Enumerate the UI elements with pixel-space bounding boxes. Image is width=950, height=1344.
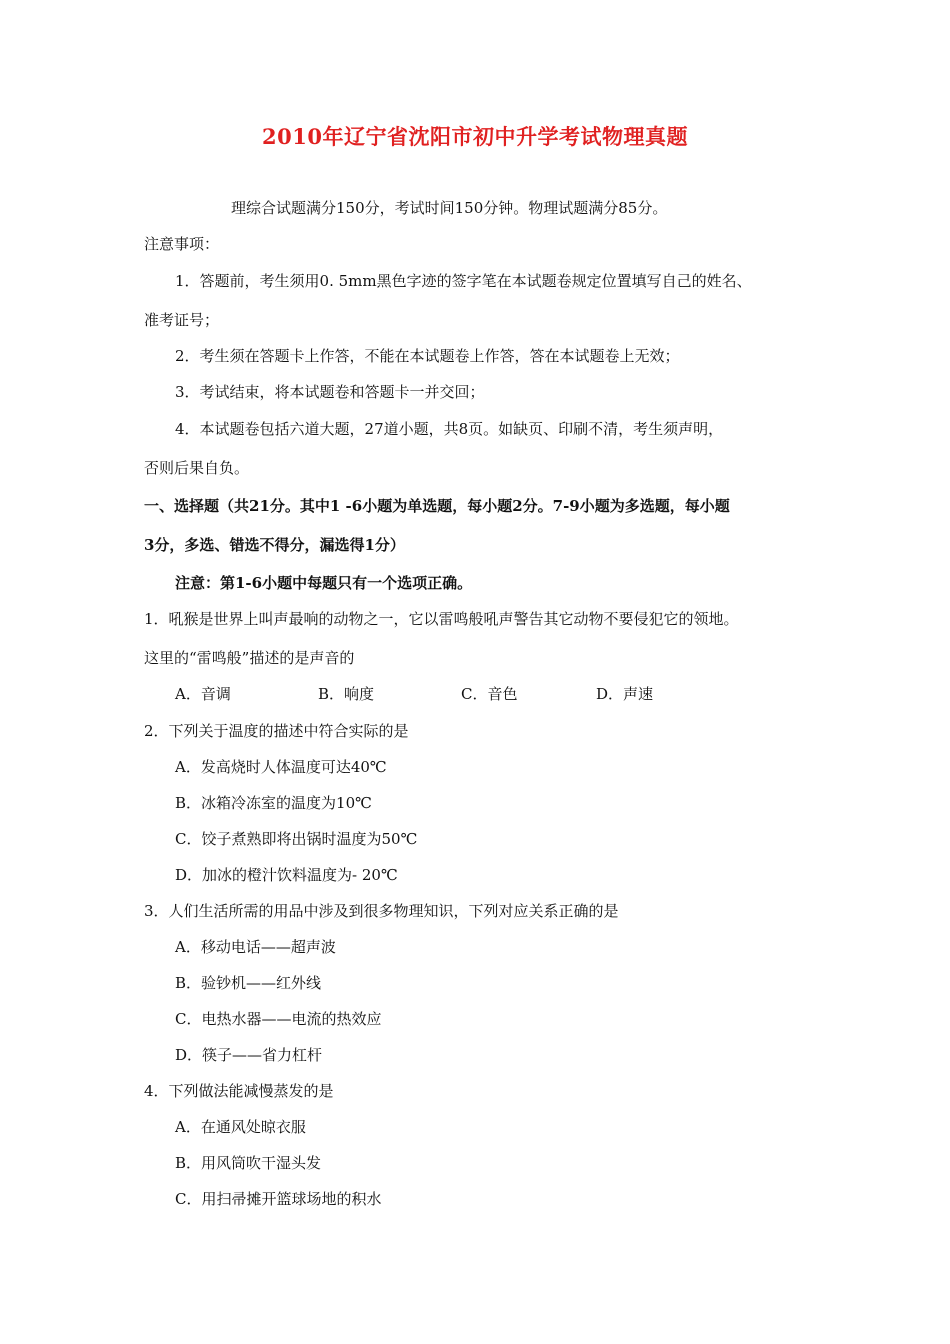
- q4-stem: 4．下列做法能减慢蒸发的是: [144, 1082, 334, 1100]
- q4-option-c: C．用扫帚摊开篮球场地的积水: [175, 1190, 382, 1208]
- notice-item-2: 2．考生须在答题卡上作答，不能在本试题卷上作答，答在本试题卷上无效；: [175, 347, 680, 365]
- notice-item-3: 3．考试结束，将本试题卷和答题卡一并交回；: [175, 383, 485, 401]
- q2-option-b: B．冰箱冷冻室的温度为10℃: [175, 794, 372, 812]
- q1-option-d: D．声速: [596, 685, 654, 703]
- q2-option-d: D．加冰的橙汁饮料温度为- 20℃: [175, 866, 398, 884]
- intro-text: 理综合试题满分150分，考试时间150分钟。物理试题满分85分。: [231, 199, 668, 217]
- q3-option-a: A．移动电话——超声波: [175, 938, 336, 956]
- q4-option-a: A．在通风处晾衣服: [175, 1118, 306, 1136]
- q1-option-c: C．音色: [461, 685, 518, 703]
- notice-item-4-cont: 否则后果自负。: [144, 459, 250, 477]
- notice-item-1-cont: 准考证号；: [144, 311, 220, 329]
- q3-option-d: D．筷子——省力杠杆: [175, 1046, 323, 1064]
- q2-stem: 2．下列关于温度的描述中符合实际的是: [144, 722, 409, 740]
- section-1-note: 注意：第1-6小题中每题只有一个选项正确。: [175, 574, 473, 592]
- q1-stem-cont: 这里的“雷鸣般”描述的是声音的: [144, 649, 355, 667]
- q3-option-c: C．电热水器——电流的热效应: [175, 1010, 382, 1028]
- q1-stem: 1．吼猴是世界上叫声最响的动物之一，它以雷鸣般吼声警告其它动物不要侵犯它的领地。: [144, 610, 739, 628]
- notice-heading: 注意事项：: [144, 235, 220, 253]
- q4-option-b: B．用风筒吹干湿头发: [175, 1154, 322, 1172]
- q3-stem: 3．人们生活所需的用品中涉及到很多物理知识，下列对应关系正确的是: [144, 902, 619, 920]
- q1-option-b: B．响度: [318, 685, 375, 703]
- q1-option-a: A．音调: [175, 685, 231, 703]
- notice-item-1: 1．答题前，考生须用0. 5mm黑色字迹的签字笔在本试题卷规定位置填写自己的姓名、: [175, 272, 752, 290]
- notice-item-4: 4．本试题卷包括六道大题，27道小题，共8页。如缺页、印刷不清，考生须声明，: [175, 420, 724, 438]
- q2-option-c: C．饺子煮熟即将出锅时温度为50℃: [175, 830, 418, 848]
- q2-option-a: A．发高烧时人体温度可达40℃: [175, 758, 387, 776]
- page-title: 2010年辽宁省沈阳市初中升学考试物理真题: [262, 124, 688, 149]
- section-1-heading: 一、选择题（共21分。其中1 -6小题为单选题，每小题2分。7-9小题为多选题，每小题: [144, 497, 730, 515]
- q3-option-b: B．验钞机——红外线: [175, 974, 322, 992]
- section-1-heading-cont: 3分，多选、错选不得分，漏选得1分）: [144, 536, 405, 554]
